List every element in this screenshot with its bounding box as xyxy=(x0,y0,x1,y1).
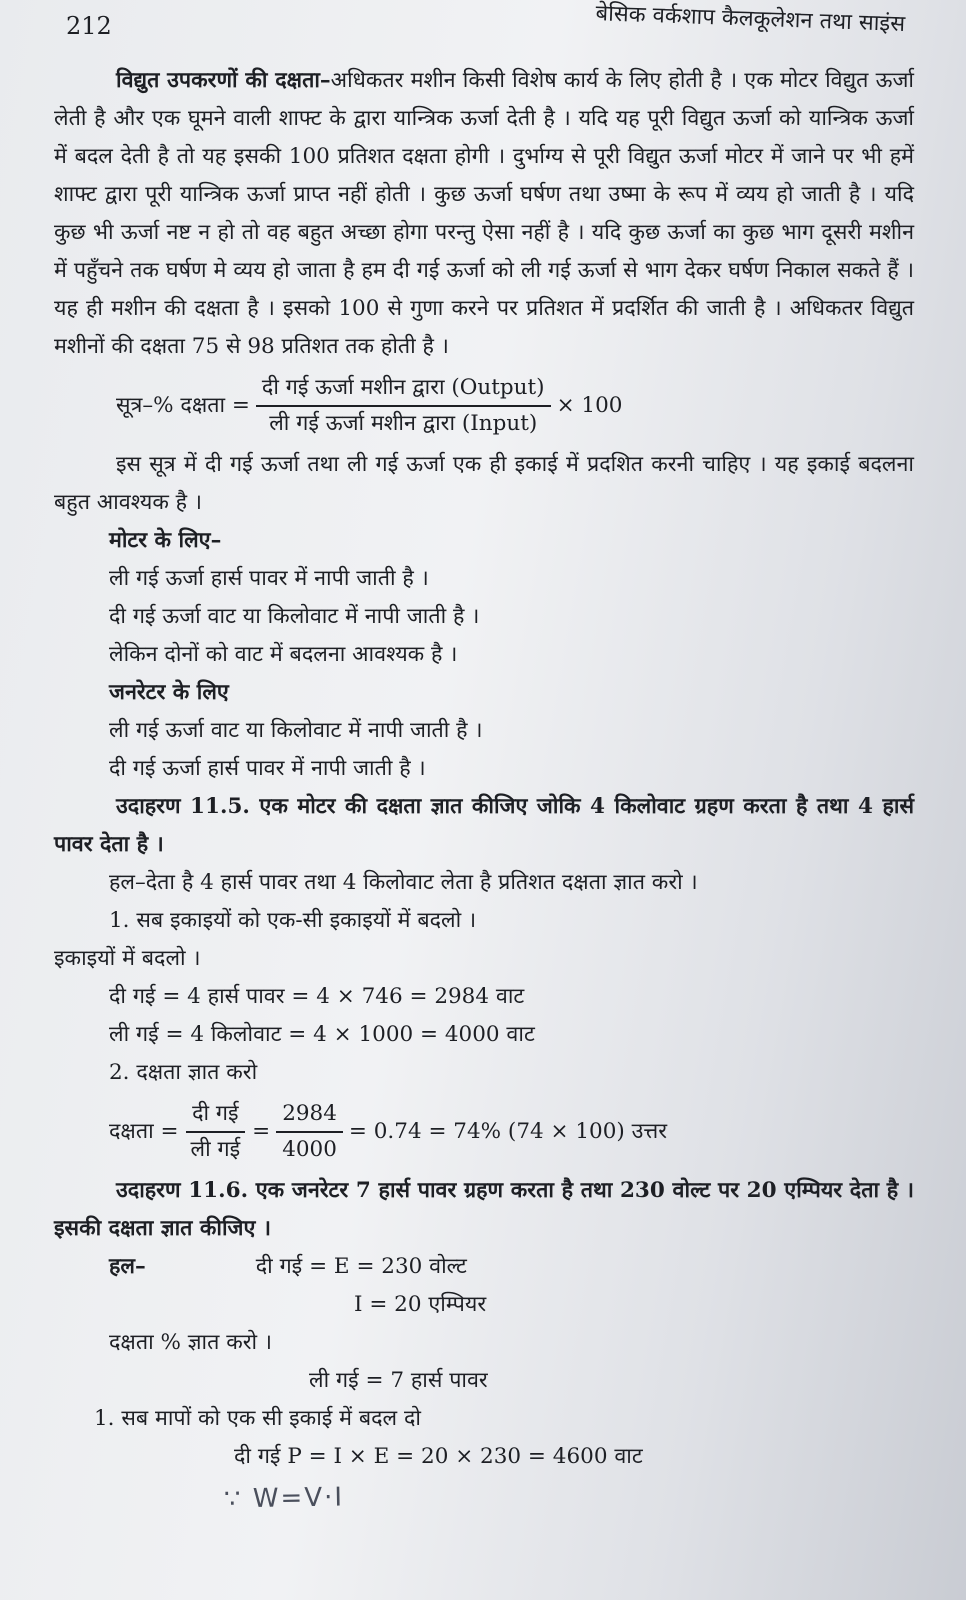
example-11-5-step1b: इकाइयों में बदलो । xyxy=(54,946,201,971)
formula-label: सूत्र–% दक्षता = xyxy=(116,393,250,418)
example-11-5-solution: हल–देता है 4 हार्स पावर तथा 4 किलोवाट लेता है प्रतिशत दक्षता ज्ञात करो । xyxy=(109,870,698,895)
efficiency-formula xyxy=(54,366,914,446)
fraction-denominator: 4000 xyxy=(282,1137,337,1162)
generator-line: ली गई ऊर्जा वाट या किलोवाट में नापी जाती है । xyxy=(109,718,483,743)
formula-numerator: दी गई ऊर्जा मशीन द्वारा (Output) xyxy=(256,371,551,407)
example-11-6-find: दक्षता % ज्ञात करो । xyxy=(109,1330,273,1355)
given-voltage: दी गई = E = 230 वोल्ट xyxy=(255,1254,467,1279)
example-11-6-calc: दी गई P = I × E = 20 × 230 = 4600 वाट xyxy=(234,1444,643,1469)
page-number: 212 xyxy=(66,12,112,40)
page-header xyxy=(60,1,906,48)
generator-line: दी गई ऊर्जा हार्स पावर में नापी जाती है । xyxy=(109,756,426,781)
formula-denominator: ली गई ऊर्जा मशीन द्वारा (Input) xyxy=(269,411,538,436)
efficiency-result: = 0.74 = 74% (74 × 100) उत्तर xyxy=(348,1119,668,1144)
example-11-5-step2: 2. दक्षता ज्ञात करो xyxy=(109,1060,258,1085)
example-11-5-calc1: दी गई = 4 हार्स पावर = 4 × 746 = 2984 वाट xyxy=(109,984,525,1009)
efficiency-label: दक्षता = xyxy=(109,1119,179,1144)
example-11-5-step1: 1. सब इकाइयों को एक-सी इकाइयों में बदलो । xyxy=(109,908,477,933)
example-11-5-calc2: ली गई = 4 किलोवाट = 4 × 1000 = 4000 वाट xyxy=(109,1022,535,1047)
example-11-5-title: उदाहरण 11.5. एक मोटर की दक्षता ज्ञात कीजिए जोकि 4 किलोवाट ग्रहण करता है तथा 4 हार्स पावर देता है । xyxy=(54,794,914,857)
section-heading: विद्युत उपकरणों की दक्षता– xyxy=(116,68,331,93)
example-11-6-step1: 1. सब मापों को एक सी इकाई में बदल दो xyxy=(94,1406,421,1431)
formula-multiplier: × 100 xyxy=(556,393,623,418)
example-11-5-efficiency xyxy=(54,1092,914,1172)
fraction-numerator: दी गई xyxy=(186,1097,244,1133)
example-11-6-taken: ली गई = 7 हार्स पावर xyxy=(309,1368,488,1393)
efficiency-fraction-numbers xyxy=(276,1097,343,1167)
fraction-numerator: 2984 xyxy=(276,1097,343,1133)
fraction-denominator: ली गई xyxy=(190,1137,241,1162)
handwritten-note: ∵ W=V·I xyxy=(223,1482,345,1515)
page-content xyxy=(54,62,914,1514)
intro-text: अधिकतर मशीन किसी विशेष कार्य के लिए होती है । एक मोटर विद्युत ऊर्जा लेती है और एक घूमने वाली शाफ्ट के द्वारा यान्त्रिक ऊर्जा देती है । यदि यह पूरी विद्युत ऊर्जा को यान्त्रिक ऊर्जा में बदल देती है तो यह इसकी 100 प्रतिशत दक्षता होगी । दुर्भाग्य से पूरी विद्युत ऊर्जा मोटर में जाने पर भी हमें शाफ्ट द्वारा पूरी यान्त्रिक ऊर्जा प्राप्त नहीं होती । कुछ ऊर्जा घर्षण तथा उष्मा के रूप में व्यय हो जाती है । यदि कुछ भी ऊर्जा नष्ट न हो तो वह बहुत अच्छा होगा परन्तु ऐसा नहीं है । यदि कुछ ऊर्जा का कुछ भाग दूसरी मशीन में पहुँचने तक घर्षण मे व्यय हो जाता है हम दी गई ऊर्जा को ली गई ऊर्जा से भाग देकर घर्षण निकाल सकते हैं । यह ही मशीन की दक्षता है । इसको 100 से गुणा करने पर प्रतिशत में प्रदर्शित की जाती है । अधिकतर विद्युत मशीनों की दक्षता 75 से 98 प्रतिशत तक होती है । xyxy=(54,68,914,359)
efficiency-fraction-words xyxy=(185,1097,247,1167)
motor-line: ली गई ऊर्जा हार्स पावर में नापी जाती है । xyxy=(109,566,429,591)
motor-line: दी गई ऊर्जा वाट या किलोवाट में नापी जाती है । xyxy=(109,604,480,629)
example-11-6-title: उदाहरण 11.6. एक जनरेटर 7 हार्स पावर ग्रहण करता है तथा 230 वोल्ट पर 20 एम्पियर देता है । इसकी दक्षता ज्ञात कीजिए । xyxy=(54,1178,914,1241)
unit-note: इस सूत्र में दी गई ऊर्जा तथा ली गई ऊर्जा एक ही इकाई में प्रदशित करनी चाहिए । यह इकाई बदलना बहुत आवश्यक है । xyxy=(54,452,914,515)
running-title: बेसिक वर्कशाप कैलकूलेशन तथा साइंस xyxy=(595,1,906,37)
formula-fraction xyxy=(256,371,551,441)
generator-heading: जनरेटर के लिए xyxy=(109,680,229,705)
equals-sign: = xyxy=(252,1119,271,1144)
motor-line: लेकिन दोनों को वाट में बदलना आवश्यक है । xyxy=(109,642,458,667)
example-11-6-given xyxy=(54,1248,914,1286)
example-11-6-current: I = 20 एम्पियर xyxy=(354,1292,487,1317)
motor-heading: मोटर के लिए– xyxy=(109,528,222,553)
hal-label: हल– xyxy=(109,1254,146,1279)
intro-paragraph xyxy=(54,62,914,366)
